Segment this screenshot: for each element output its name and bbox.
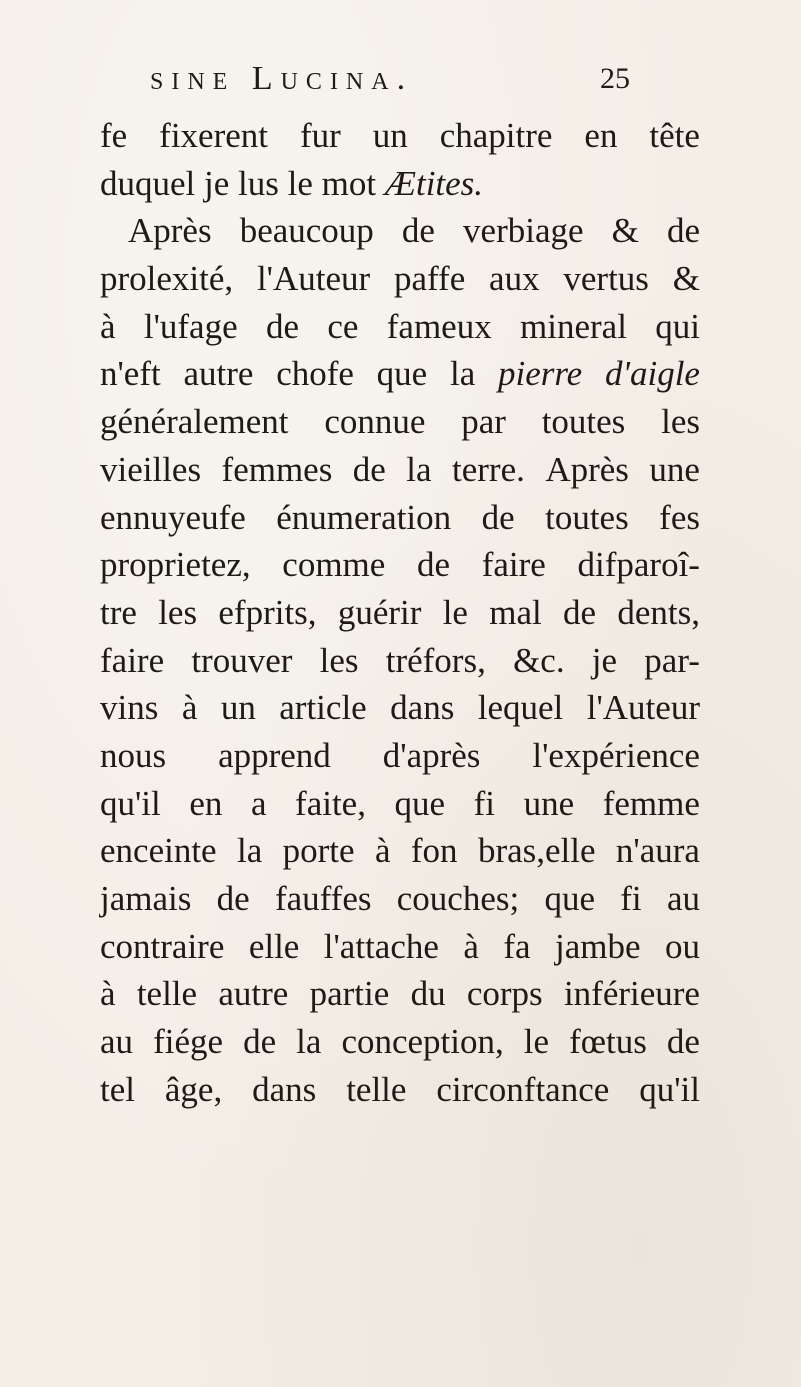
text-word: un [220,688,256,728]
text-word: proprietez, [100,545,251,585]
text-word: qu'il [639,1069,700,1109]
text-line [100,350,700,398]
page-number: 25 [600,62,630,95]
text-word: tête [649,116,700,155]
text-word: que [394,783,446,823]
text-word: aux [489,259,540,299]
text-word: par- [644,640,700,680]
text-word: de [481,497,515,537]
text-word: au [100,1022,134,1062]
text-word: bras,elle [477,831,596,871]
text-word: couches; [396,879,520,918]
text-line [100,160,700,208]
text-line [100,494,700,542]
text-word: à [100,974,116,1014]
text-word: nous [100,735,167,775]
text-word: les [319,640,359,680]
text-word: d'aigle [604,354,700,394]
text-word: autre [183,354,254,394]
text-word: chofe [276,354,354,394]
text-word: telle [136,974,198,1014]
text-word: vertus [563,259,649,299]
text-word: fameux [386,306,492,346]
text-line [100,970,700,1018]
text-word: de [216,879,250,918]
text-word: terre. [452,449,525,489]
text-word: Après [545,449,629,489]
text-word: paffe [393,259,466,299]
text-line [100,875,700,923]
text-word: une [523,783,575,823]
text-word: à [100,306,116,346]
text-word: qui [655,306,700,346]
text-word: l'Auteur [256,259,371,299]
text-word: de [401,211,435,251]
text-word: pierre [497,354,583,394]
text-word: n'aura [615,831,700,871]
text-word: faire [481,545,546,585]
text-word: la [296,1022,322,1062]
text-word: Ætites. [384,163,484,203]
text-word: en [189,783,223,823]
text-word: à [463,926,479,966]
text-word: n'eft [100,354,161,394]
text-word: vins [100,688,159,728]
text-word: de [563,592,597,632]
running-title: sine Lucina. [150,60,414,97]
text-word: la [236,831,263,871]
text-word: le [523,1022,550,1062]
text-word: circonftance [436,1069,610,1109]
text-line [100,589,700,637]
text-word: un [372,116,408,155]
text-word: le [287,163,313,203]
text-word: jamais [100,879,192,918]
text-word: une [649,449,700,489]
text-line [100,446,700,494]
text-word: contraire [100,926,225,966]
text-word: corps [466,974,543,1014]
text-word: dents, [617,592,700,632]
text-word: tréfors, [385,640,486,680]
text-line [100,255,700,303]
text-word: ou [664,926,700,966]
text-word: en [584,116,618,155]
text-word: efprits, [218,592,317,632]
text-word: fur [299,116,341,155]
text-word: Après [128,211,212,251]
text-word: au [666,879,700,918]
text-word: ce [327,306,359,346]
text-word: que [376,354,428,394]
text-line [100,303,700,351]
text-word: fixerent [159,116,268,155]
text-word: ennuyeufe [100,497,246,537]
text-word: trouver [191,640,293,680]
text-word: femme [602,783,700,823]
text-word: la [406,449,432,489]
text-word: jambe [554,926,641,966]
text-word: fœtus [569,1022,647,1062]
text-word: de [265,306,300,346]
text-word: de [243,1022,277,1062]
text-word: du [410,974,446,1014]
text-word: de [666,211,700,251]
text-word: dans [252,1069,317,1109]
text-word: faite, [295,783,366,823]
text-word: fiége [153,1022,224,1062]
text-word: dans [390,688,455,728]
text-word: de [352,449,386,489]
text-word: tel [100,1069,135,1109]
text-word: comme [282,545,386,585]
text-word: l'expérience [532,735,700,775]
text-line [100,1018,700,1066]
text-word: femmes [221,449,333,489]
text-word: généralement [100,402,289,442]
text-word: vieilles [100,449,202,489]
text-word: autre [218,974,289,1014]
text-word: de [666,1022,700,1062]
text-word: & [611,211,639,251]
text-word: énumeration [276,497,452,537]
text-line [100,827,700,875]
text-word: fauffes [274,879,372,918]
text-word: le [442,592,468,632]
text-word: l'attache [323,926,439,966]
text-word: chapitre [439,116,553,155]
text-word: toutes [541,402,626,442]
text-word: les [158,592,198,632]
text-word: &c. [513,640,565,680]
text-word: & [672,259,700,299]
text-word: fi [473,783,496,823]
text-word: a [250,783,267,823]
body-text [100,112,700,1113]
text-word: partie [309,974,390,1014]
text-word: mot [321,163,377,203]
text-word: à [181,688,198,728]
text-word: fon [410,831,458,871]
text-word: les [661,402,700,442]
text-word: je [204,163,230,203]
text-line [100,780,700,828]
text-word: âge, [164,1069,223,1109]
text-word: tre [100,592,137,632]
text-word: elle [248,926,300,966]
text-word: je [591,640,618,680]
text-word: fe [100,116,128,155]
text-word: conception, [341,1022,504,1062]
text-word: de [417,545,451,585]
text-word: faire [100,640,165,680]
text-word: l'Auteur [586,688,700,728]
text-word: que [544,879,596,918]
text-line [100,398,700,446]
text-word: porte [282,831,355,871]
text-word: fes [659,497,700,537]
text-line [100,1066,700,1114]
text-word: article [279,688,367,728]
text-word: d'après [382,735,481,775]
text-word: à [374,831,391,871]
text-line [100,684,700,732]
text-word: telle [346,1069,407,1109]
text-word: mineral [520,306,627,346]
text-line [100,207,700,255]
text-word: prolexité, [100,259,234,299]
text-word: connue [324,402,426,442]
text-word: qu'il [100,783,161,823]
text-line [100,541,700,589]
text-word: inférieure [563,974,700,1014]
text-word: beaucoup [239,211,374,251]
text-line [100,923,700,971]
text-word: la [449,354,476,394]
text-word: toutes [545,497,629,537]
text-word: guérir [337,592,422,632]
text-word: enceinte [100,831,217,871]
text-word: lequel [477,688,564,728]
text-word: duquel [100,163,196,203]
text-word: l'ufage [143,306,238,346]
text-word: mal [489,592,542,632]
text-word: fa [503,926,531,966]
text-word: verbiage [463,211,584,251]
text-word: difparoî- [577,545,700,585]
text-line [100,112,700,160]
text-word: lus [238,163,279,203]
text-word: apprend [218,735,331,775]
page-header [150,60,630,106]
text-line [100,732,700,780]
text-word: fi [620,879,642,918]
text-line [100,637,700,685]
text-word: par [461,402,506,442]
